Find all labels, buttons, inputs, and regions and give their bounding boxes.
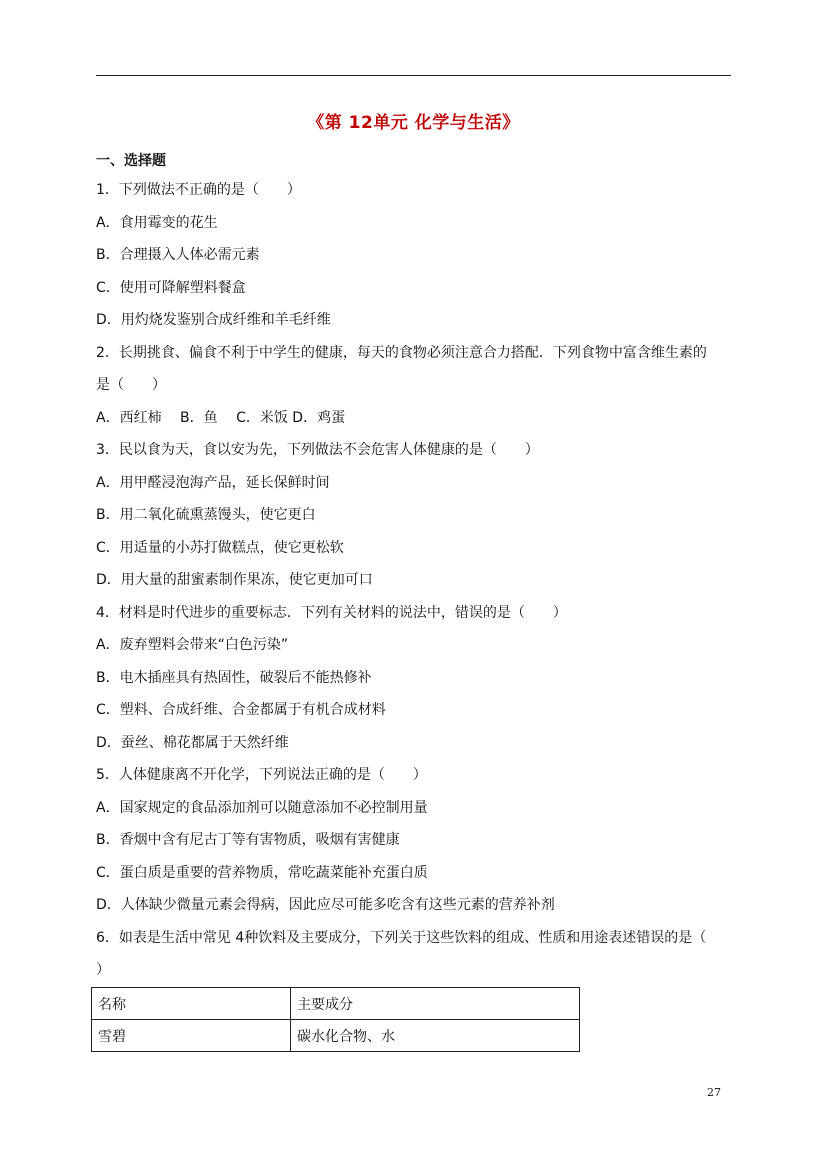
question-2: 2．长期挑食、偏食不利于中学生的健康，每天的食物必须注意合力搭配．下列食物中富含维生素的 bbox=[96, 345, 707, 361]
drinks-table bbox=[91, 987, 580, 1052]
table-header-ingredients: 主要成分 bbox=[291, 988, 580, 1020]
option-4d: D．蚕丝、棉花都属于天然纤维 bbox=[96, 735, 289, 751]
option-4b: B．电木插座具有热固性，破裂后不能热修补 bbox=[96, 670, 372, 686]
option-5a: A．国家规定的食品添加剂可以随意添加不必控制用量 bbox=[96, 800, 428, 816]
option-4c: C．塑料、合成纤维、合金都属于有机合成材料 bbox=[96, 702, 386, 718]
question-6-cont: ） bbox=[96, 962, 110, 978]
table-cell: 雪碧 bbox=[92, 1020, 291, 1052]
table-row bbox=[92, 988, 580, 1020]
question-6: 6．如表是生活中常见 4种饮料及主要成分，下列关于这些饮料的组成、性质和用途表述错误的是（ bbox=[96, 930, 707, 946]
option-4a: A．废弃塑料会带来“白色污染” bbox=[96, 637, 289, 653]
question-3: 3．民以食为天，食以安为先，下列做法不会危害人体健康的是（ ） bbox=[96, 442, 539, 458]
option-3c: C．用适量的小苏打做糕点，使它更松软 bbox=[96, 540, 344, 556]
option-5b: B．香烟中含有尼古丁等有害物质，吸烟有害健康 bbox=[96, 832, 400, 848]
table-header-name: 名称 bbox=[92, 988, 291, 1020]
option-5d: D．人体缺少微量元素会得病，因此应尽可能多吃含有这些元素的营养补剂 bbox=[96, 897, 555, 913]
page-title: 《第 12单元 化学与生活》 bbox=[307, 113, 520, 133]
option-3b: B．用二氧化硫熏蒸馒头，使它更白 bbox=[96, 507, 316, 523]
option-3d: D．用大量的甜蜜素制作果冻，使它更加可口 bbox=[96, 572, 373, 588]
question-4: 4．材料是时代进步的重要标志．下列有关材料的说法中，错误的是（ ） bbox=[96, 605, 567, 621]
question-2-cont: 是（ ） bbox=[96, 377, 166, 393]
header-rule bbox=[96, 75, 731, 76]
table-cell: 碳水化合物、水 bbox=[291, 1020, 580, 1052]
page-number: 27 bbox=[707, 1086, 721, 1099]
option-1b: B．合理摄入人体必需元素 bbox=[96, 247, 260, 263]
option-3a: A．用甲醛浸泡海产品，延长保鲜时间 bbox=[96, 475, 330, 491]
option-5c: C．蛋白质是重要的营养物质，常吃蔬菜能补充蛋白质 bbox=[96, 865, 428, 881]
option-1a: A．食用霉变的花生 bbox=[96, 215, 218, 231]
options-2: A．西红柿 B．鱼 C．米饭 D．鸡蛋 bbox=[96, 410, 346, 426]
option-1d: D．用灼烧发鉴别合成纤维和羊毛纤维 bbox=[96, 312, 331, 328]
question-1: 1．下列做法不正确的是（ ） bbox=[96, 182, 301, 198]
section-heading: 一、选择题 bbox=[96, 153, 166, 169]
table-row bbox=[92, 1020, 580, 1052]
option-1c: C．使用可降解塑料餐盒 bbox=[96, 280, 246, 296]
question-5: 5．人体健康离不开化学，下列说法正确的是（ ） bbox=[96, 767, 427, 783]
